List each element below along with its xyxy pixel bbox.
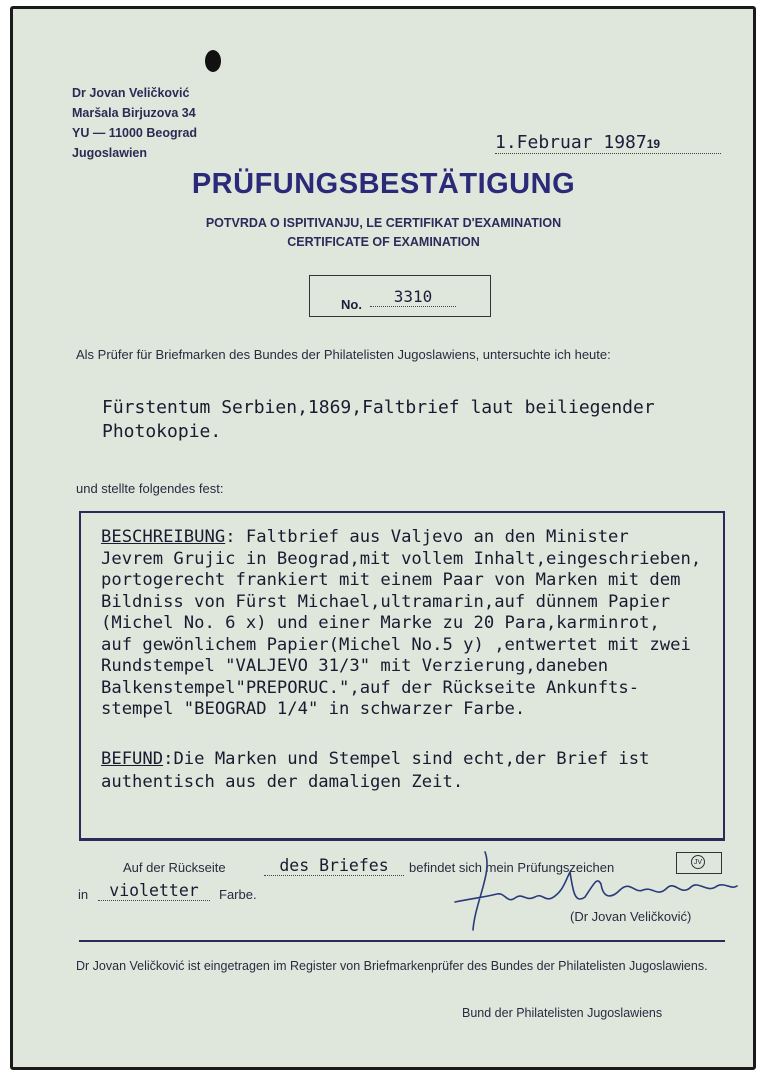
- description-line: : Faltbrief aus Valjevo an den Minister: [225, 527, 629, 547]
- signer-name: (Dr Jovan Veličković): [570, 909, 692, 924]
- mark-color: violetter: [98, 881, 210, 901]
- examiner-mark: JV: [691, 855, 705, 869]
- subtitle-translations: POTVRDA O ISPITIVANJU, LE CERTIFIKAT D'EXAMINATION: [205, 216, 562, 230]
- description-line: Bildniss von Fürst Michael,ultramarin,auf dünnem Papier: [101, 591, 671, 612]
- sender-address: [72, 83, 197, 163]
- verdict-heading: BEFUND: [101, 749, 164, 769]
- mark-location: des Briefes: [264, 856, 404, 876]
- subtitle-english: CERTIFICATE OF EXAMINATION: [287, 235, 480, 249]
- verdict-line: :Die Marken und Stempel sind echt,der Brief ist: [163, 749, 650, 769]
- sender-street: Maršala Birjuzova 34: [72, 106, 196, 120]
- document-title: PRÜFUNGSBESTÄTIGUNG: [191, 168, 576, 200]
- description-line: stempel "BEOGRAD 1/4" in schwarzer Farbe.: [101, 699, 526, 719]
- in-label: in: [78, 887, 89, 902]
- verdict-line: authentisch aus der damaligen Zeit.: [101, 772, 464, 792]
- issuing-organization: Bund der Philatelisten Jugoslawiens: [462, 1006, 663, 1020]
- examined-item: Fürstentum Serbien,1869,Faltbrief laut beiliegender Photokopie.: [102, 397, 655, 442]
- description-line: auf gewönlichem Papier(Michel No.5 y) ,entwertet mit zwei: [101, 634, 691, 655]
- sender-city: YU — 11000 Beograd: [72, 126, 198, 140]
- description-line: Jevrem Grujic in Beograd,mit vollem Inhalt,eingeschrieben,: [101, 548, 702, 569]
- divider-footer: [79, 940, 725, 942]
- description-heading: BESCHREIBUNG: [101, 527, 226, 547]
- back-label: Auf der Rückseite: [123, 860, 226, 875]
- divider: [79, 838, 725, 840]
- sender-country: Jugoslawien: [72, 146, 148, 160]
- description-text: [101, 527, 731, 721]
- mark-label: befindet sich mein Prüfungszeichen: [409, 860, 615, 875]
- verdict-text: [101, 748, 731, 794]
- intro-text: Als Prüfer für Briefmarken des Bundes der Philatelisten Jugoslawiens, untersuchte ich heute:: [76, 347, 611, 362]
- date-value: 1.Februar 1987: [495, 132, 647, 153]
- description-line: Rundstempel "VALJEVO 31/3" mit Verzierung,daneben: [101, 656, 609, 676]
- description-line: portogerecht frankiert mit einem Paar von Marken mit dem: [101, 570, 681, 590]
- footer-note: Dr Jovan Veličković ist eingetragen im Register von Briefmarkenprüfer des Bundes der Philatelisten Jugoslawiens.: [76, 959, 708, 973]
- certificate-number: 3310: [370, 287, 456, 307]
- findings-intro: und stellte folgendes fest:: [76, 481, 224, 496]
- signature: [445, 842, 745, 942]
- description-line: Balkenstempel"PREPORUC.",auf der Rückseite Ankunfts-: [101, 677, 640, 698]
- punch-hole: [205, 50, 221, 72]
- sender-name: Dr Jovan Veličković: [72, 86, 190, 100]
- description-line: (Michel No. 6 x) und einer Marke zu 20 Para,karminrot,: [101, 613, 660, 633]
- date-year-prefix: 19: [646, 137, 661, 151]
- number-label: No.: [341, 297, 362, 312]
- date-field: [495, 132, 721, 154]
- color-label: Farbe.: [219, 887, 257, 902]
